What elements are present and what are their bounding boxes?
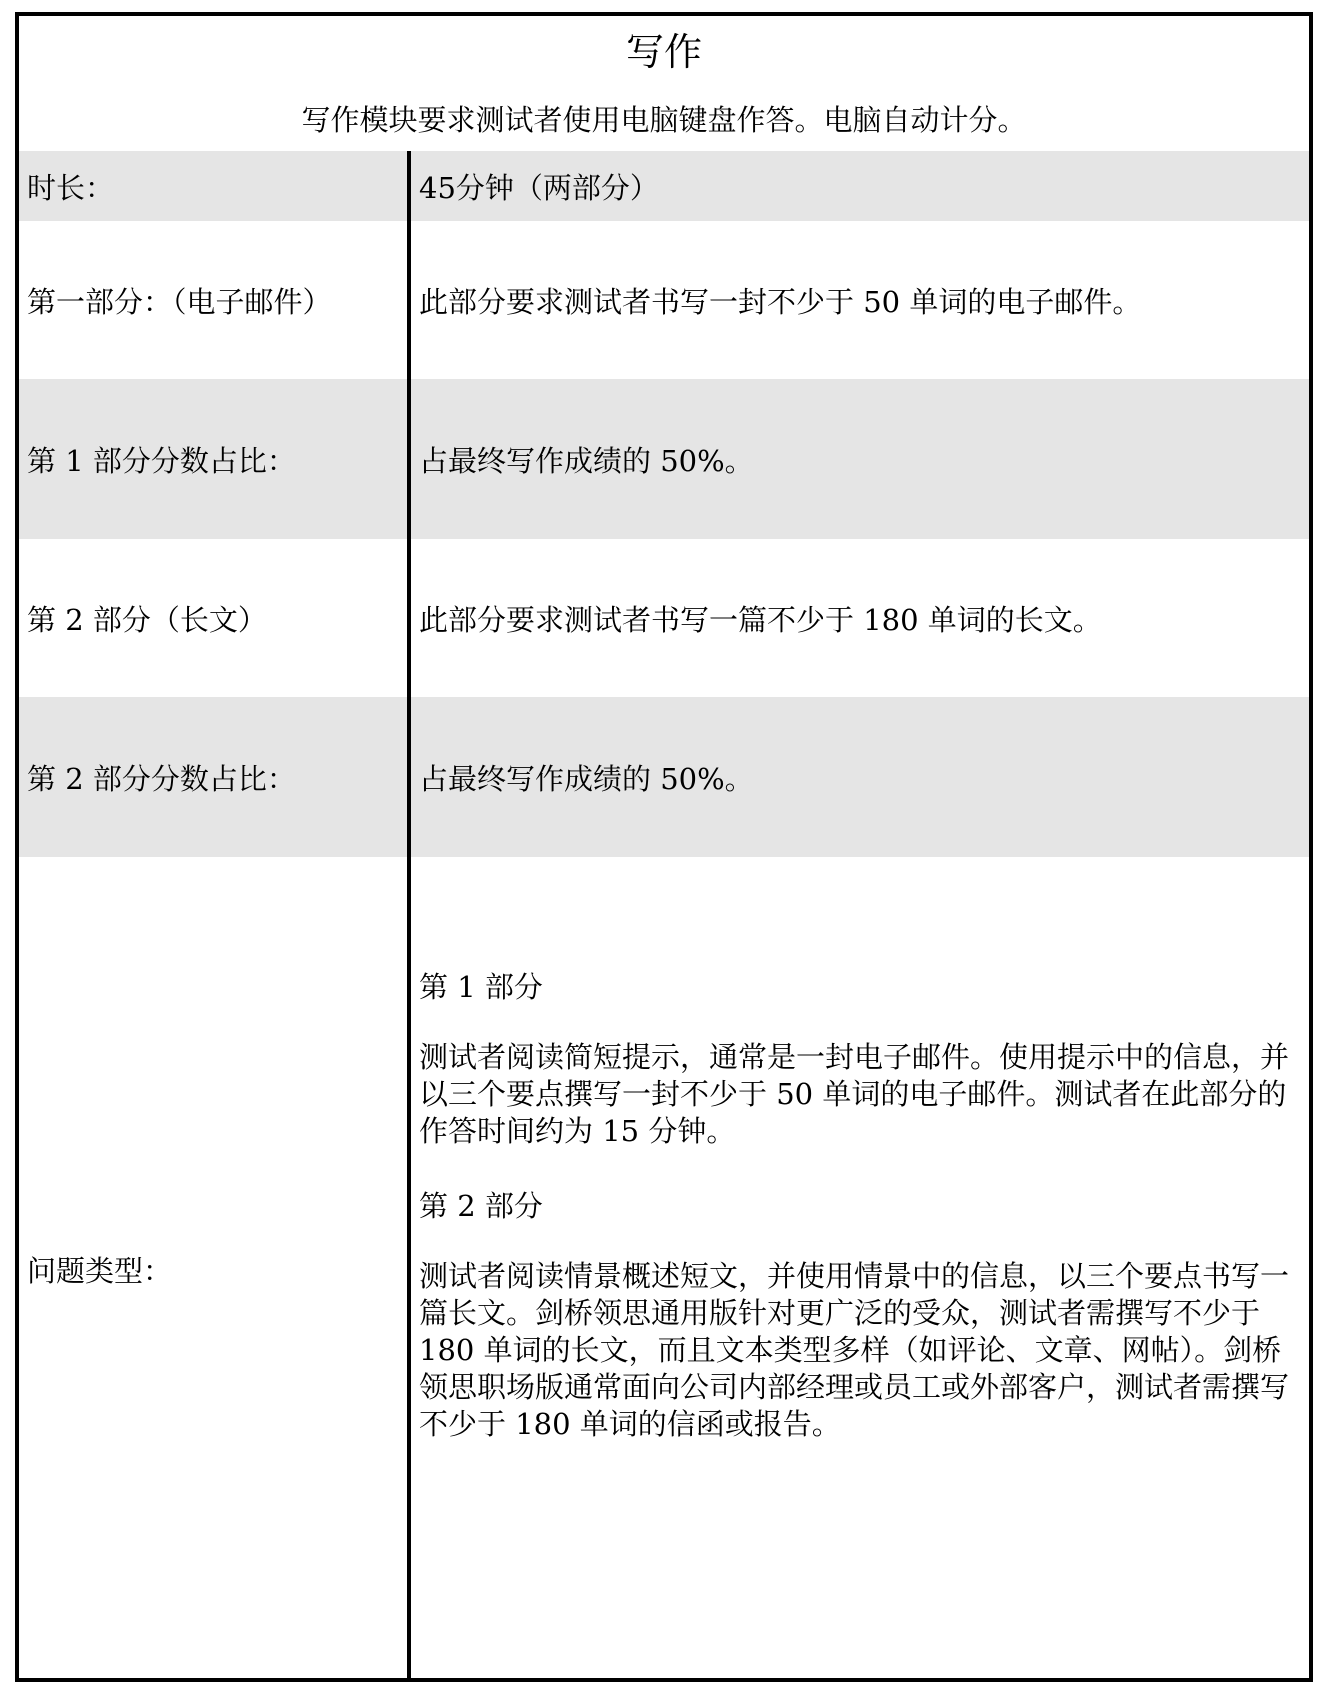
part1-heading: 第 1 部分 bbox=[419, 970, 543, 1004]
row-value: 45分钟（两部分） bbox=[419, 170, 659, 205]
row-label: 时长： bbox=[27, 170, 115, 205]
row-part1-email bbox=[19, 221, 1309, 379]
row-part1-score-share bbox=[19, 379, 1309, 539]
row-label: 第 2 部分（长文） bbox=[27, 602, 267, 637]
row-value: 占最终写作成绩的 50%。 bbox=[419, 761, 754, 796]
part2-description: 测试者阅读情景概述短文，并使用情景中的信息，以三个要点书写一篇长文。剑桥领思通用版针对更广泛的受众，测试者需撰写不少于 180 单词的长文，而且文本类型多样（如评论、文章、网帖）。剑桥领思职场版通常面向公司内部经理或员工或外部客户，测试者需撰写不少于 180 单词的信函或报告。 bbox=[419, 1259, 1290, 1441]
row-value: 此部分要求测试者书写一篇不少于 180 单词的长文。 bbox=[419, 602, 1102, 637]
part1-description: 测试者阅读简短提示，通常是一封电子邮件。使用提示中的信息，并以三个要点撰写一封不少于 50 单词的电子邮件。测试者在此部分的作答时间约为 15 分钟。 bbox=[419, 1040, 1290, 1148]
row-label: 问题类型： bbox=[27, 1254, 173, 1288]
question-types-content bbox=[419, 857, 1297, 1682]
row-part2-essay bbox=[19, 539, 1309, 697]
table-title: 写作 bbox=[625, 30, 702, 74]
row-label: 第 1 部分分数占比： bbox=[27, 443, 296, 478]
part2-heading: 第 2 部分 bbox=[419, 1189, 543, 1223]
column-divider bbox=[407, 151, 411, 1678]
row-part2-score-share bbox=[19, 697, 1309, 857]
writing-info-table bbox=[15, 12, 1313, 1682]
table-subtitle: 写作模块要求测试者使用电脑键盘作答。电脑自动计分。 bbox=[301, 103, 1027, 137]
row-question-types bbox=[19, 857, 1309, 1682]
row-duration bbox=[19, 151, 1309, 221]
row-value: 占最终写作成绩的 50%。 bbox=[419, 443, 754, 478]
row-label: 第 2 部分分数占比： bbox=[27, 761, 296, 796]
row-value: 此部分要求测试者书写一封不少于 50 单词的电子邮件。 bbox=[419, 284, 1142, 319]
row-label: 第一部分：（电子邮件） bbox=[27, 284, 332, 319]
